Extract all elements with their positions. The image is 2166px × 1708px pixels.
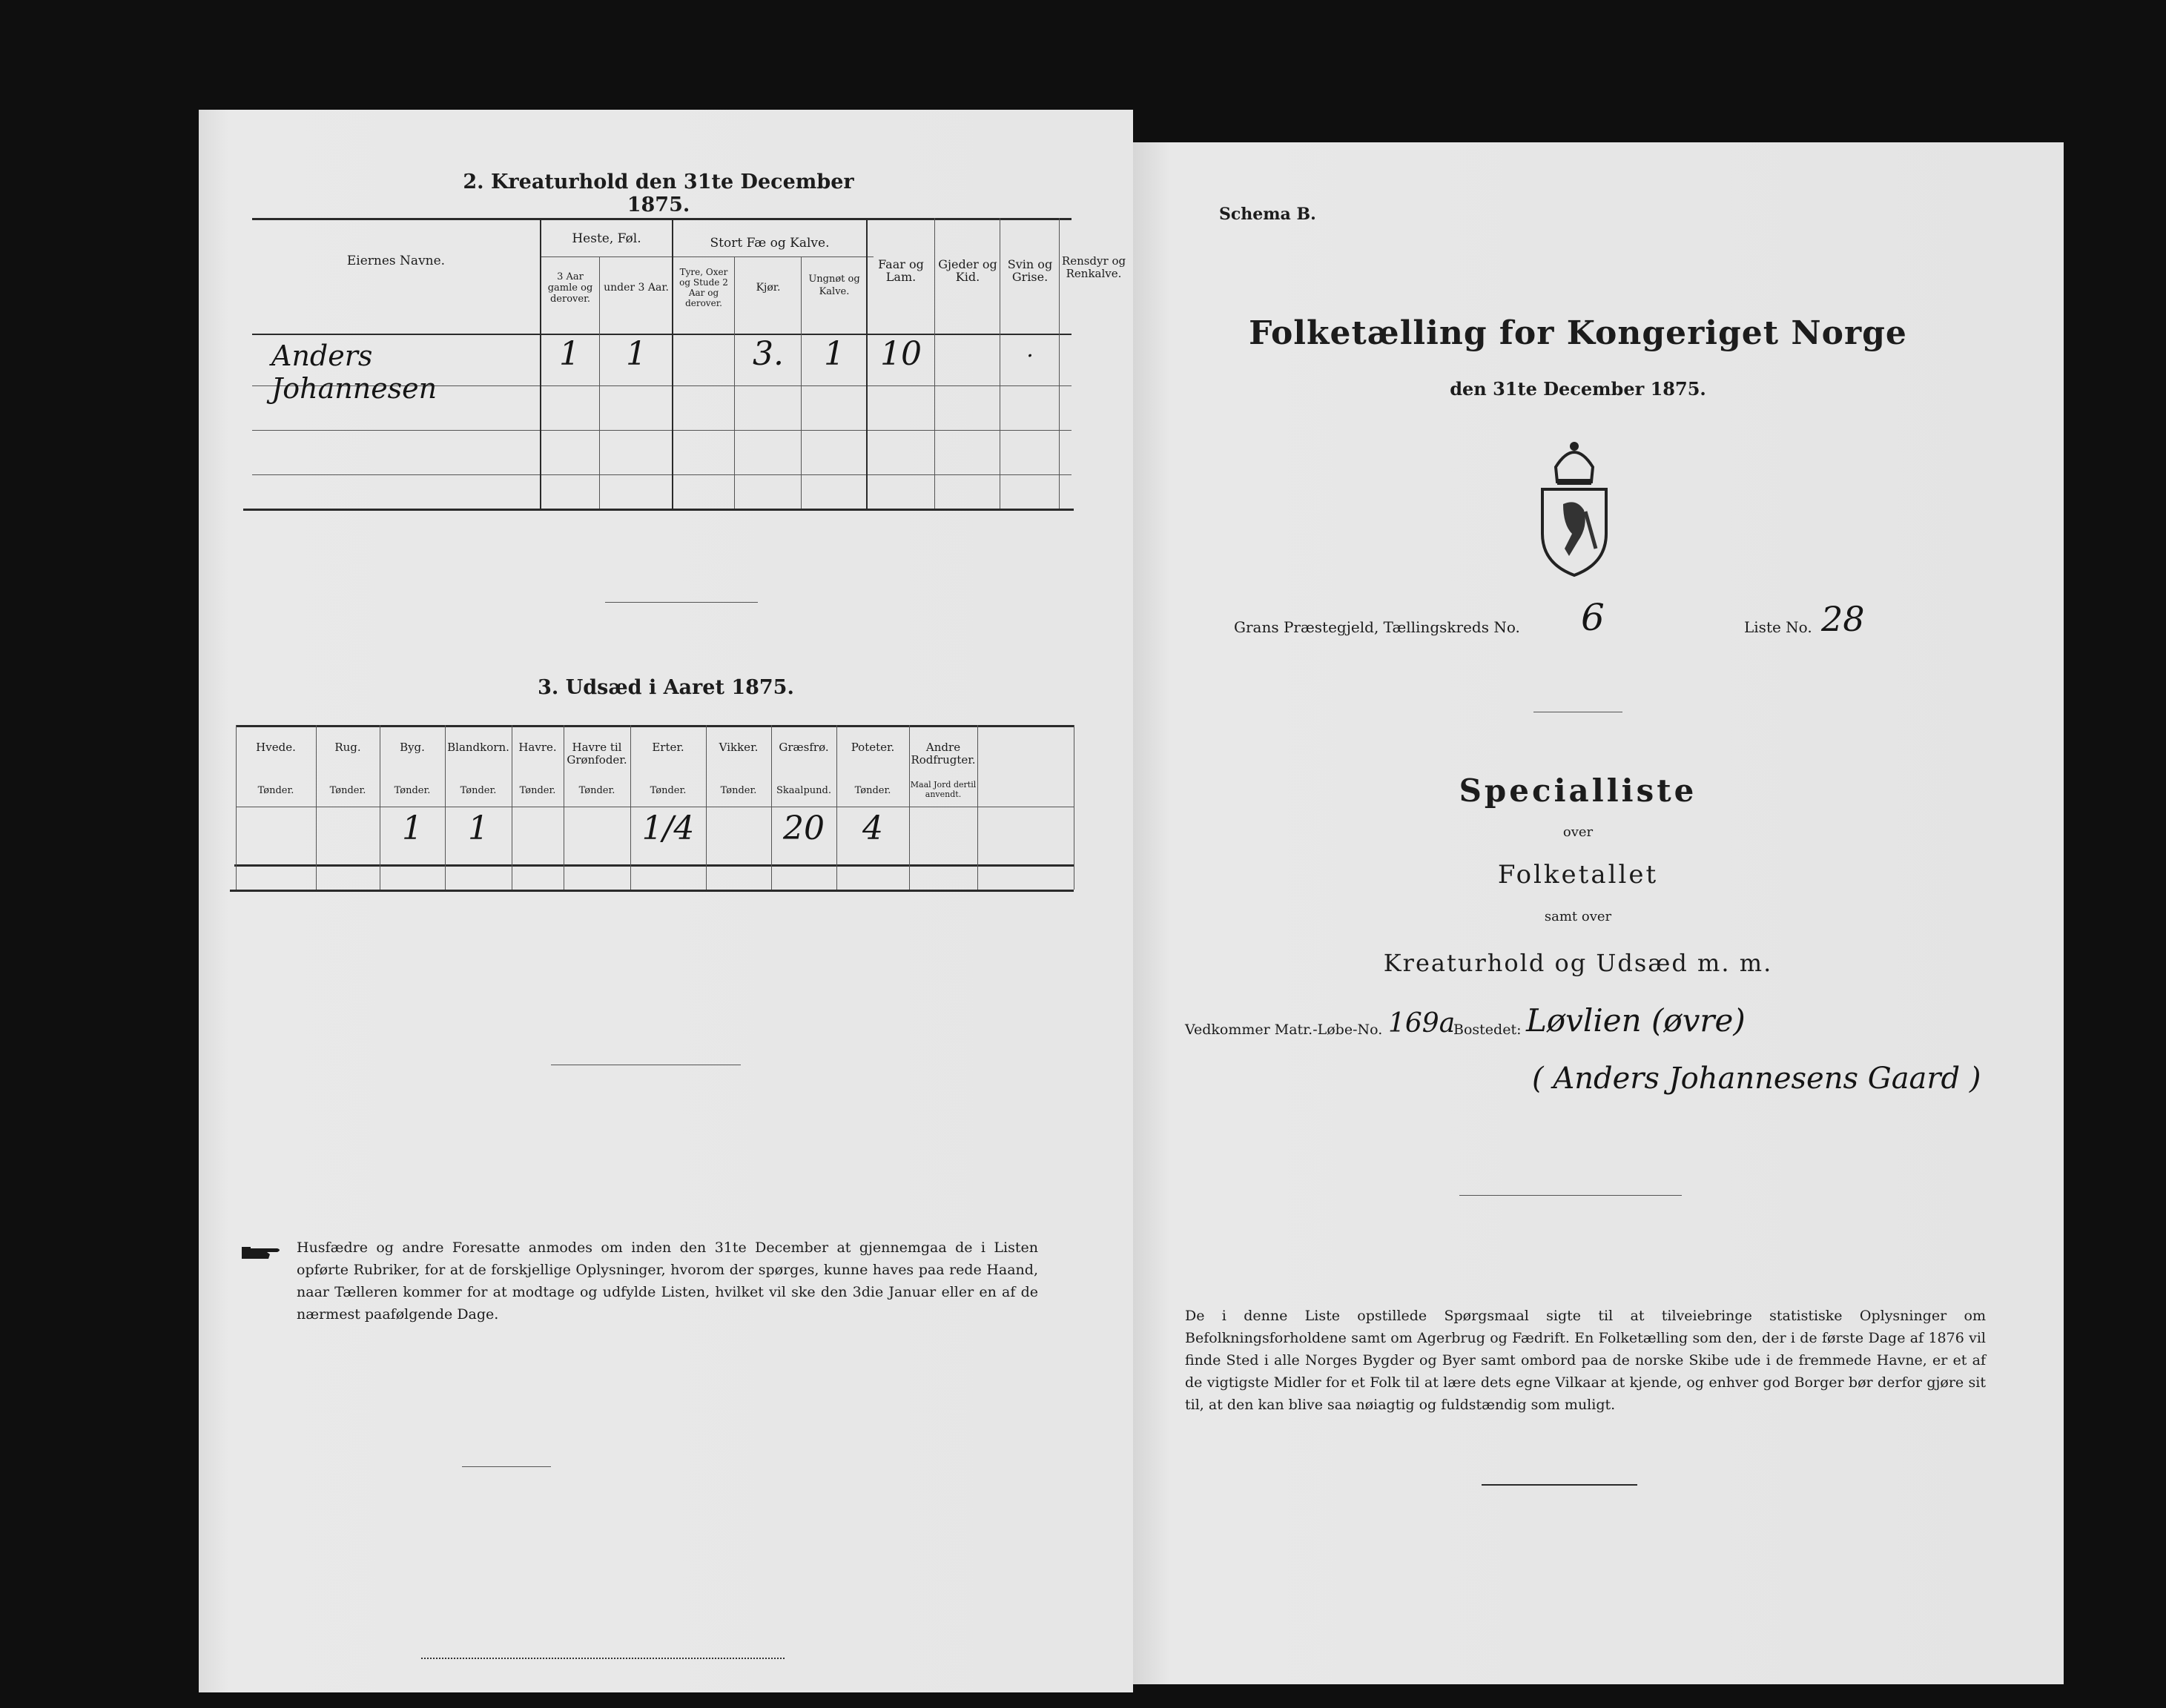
separator-rule	[462, 1466, 551, 1467]
sowing-header: Andre Rodfrugter.	[911, 741, 976, 767]
sowing-unit: Maal Jord dertil anvendt.	[910, 780, 977, 799]
sheep-header: Faar og Lam.	[878, 257, 924, 284]
pigs-value: .	[1026, 337, 1034, 363]
sowing-section-title: 3. Udsæd i Aaret 1875.	[538, 676, 794, 699]
sowing-header: Blandkorn.	[447, 741, 509, 754]
livestock-col-divider	[599, 256, 600, 509]
sowing-unit: Skaalpund.	[776, 785, 831, 796]
information-paragraph: De i denne Liste opstillede Spørgsmaal sigte til at tilveiebringe statistiske Oplysninger om Befolkningsforholdene samt om Agerbrug og Fædrift. En Folketælling som den, der i de første Dage af 1876 vil finde Sted i alle Norges Bygder og Byer samt ombord paa de norske Skibe ude i de fremmede Havne, er et af de vigtigste Midler for et Folk til at lære dets egne Vilkaar at kjende, og enhver god Borger bør derfor gjøre sit til, at den kan blive saa nøiagtig og fuldstændig som muligt.	[1185, 1308, 1986, 1413]
parish-label: Grans Præstegjeld, Tællingskreds No.	[1234, 618, 1520, 636]
sowing-unit: Tønder.	[394, 785, 431, 796]
census-date: den 31te December 1875.	[1450, 378, 1706, 400]
owner-name: Anders Johannesen	[271, 340, 438, 405]
livestock-table-bottom-rule	[243, 509, 1074, 511]
pigs-header: Svin og Grise.	[1007, 257, 1053, 284]
goats-header: Gjeder og Kid.	[938, 257, 997, 284]
sowing-unit: Tønder.	[460, 785, 497, 796]
pointing-hand-icon	[240, 1242, 285, 1262]
schema-label: Schema B.	[1219, 205, 1316, 224]
owner-names-header: Eiernes Navne.	[346, 254, 446, 268]
livestock-row-rule	[252, 474, 1072, 475]
sowing-header: Hvede.	[256, 741, 296, 754]
sowing-unit: Tønder.	[257, 785, 294, 796]
sowing-unit: Tønder.	[519, 785, 556, 796]
notice-text: Husfædre og andre Foresatte anmodes om inden den 31te December at gjennemgaa de i Listen opførte Rubriker, for at de forskjellige Oplysninger, hvorom der spørges, kunne haves paa rede Haand, naar Tælleren kommer for at modtage og udfylde Listen, hvilket vil ske den 3die Januar eller en af de nærmest paafølgende Dage.	[297, 1239, 1038, 1323]
sowing-value: 1/4	[641, 810, 695, 847]
bosted-label: Bostedet:	[1453, 1022, 1522, 1038]
cattle-bulls-subheader: Tyre, Oxer og Stude 2 Aar og derover.	[679, 267, 728, 308]
separator-rule	[1482, 1484, 1637, 1486]
separator-rule	[1459, 1195, 1682, 1196]
sowing-header: Erter.	[652, 741, 684, 754]
horses-header: Heste, Føl.	[572, 231, 641, 246]
farm-name: ( Anders Johannesens Gaard )	[1532, 1062, 1981, 1096]
cattle-cows-subheader: Kjør.	[756, 282, 781, 294]
cattle-header: Stort Fæ og Kalve.	[710, 236, 830, 251]
right-page	[1133, 142, 2064, 1684]
folketallet-heading: Folketallet	[1497, 860, 1659, 890]
livestock-subheader-rule	[540, 256, 874, 257]
over-text-1: over	[1562, 824, 1594, 840]
livestock-col-divider	[934, 218, 935, 509]
sowing-unit: Tønder.	[650, 785, 687, 796]
sowing-table-top-rule	[236, 725, 1074, 727]
sowing-table-mid-rule	[234, 864, 1074, 867]
reindeer-header: Rensdyr og Renkalve.	[1061, 254, 1126, 280]
cows-value: 3.	[753, 335, 784, 373]
sowing-value: 1	[468, 810, 489, 847]
sowing-header: Byg.	[400, 741, 425, 754]
samt-over-text: samt over	[1544, 909, 1612, 924]
census-title: Folketælling for Kongeriget Norge	[1249, 314, 1907, 352]
horses-old-subheader: 3 Aar gamle og derover.	[547, 271, 593, 305]
specialliste-heading: Specialliste	[1459, 772, 1697, 809]
list-label: Liste No.	[1744, 618, 1812, 636]
calves-value: 1	[824, 335, 845, 373]
livestock-table-top-rule	[252, 218, 1072, 220]
left-page	[199, 110, 1133, 1692]
horses-young-subheader: under 3 Aar.	[604, 282, 669, 294]
sowing-value: 4	[862, 810, 883, 847]
livestock-sowing-heading: Kreaturhold og Udsæd m. m.	[1383, 949, 1773, 977]
livestock-section-title: 2. Kreaturhold den 31te December 1875.	[463, 171, 854, 216]
sowing-unit: Tønder.	[329, 785, 366, 796]
sowing-col-divider	[977, 725, 978, 890]
sowing-header: Havre til Grønfoder.	[567, 741, 627, 767]
livestock-row-rule	[252, 430, 1072, 431]
livestock-col-divider	[672, 218, 673, 509]
livestock-col-divider	[1059, 218, 1060, 509]
livestock-col-divider	[801, 256, 802, 509]
sowing-table-bottom-rule	[230, 890, 1074, 892]
sowing-unit: Tønder.	[578, 785, 615, 796]
sowing-value: 20	[783, 810, 825, 847]
horses-old-value: 1	[559, 335, 580, 373]
horses-young-value: 1	[626, 335, 647, 373]
list-number: 28	[1821, 599, 1865, 639]
sowing-unit: Tønder.	[854, 785, 891, 796]
matr-label: Vedkommer Matr.-Løbe-No.	[1185, 1022, 1383, 1038]
district-number: 6	[1581, 596, 1605, 639]
matr-number: 169a	[1388, 1008, 1456, 1039]
coat-of-arms-icon	[1533, 437, 1615, 578]
sowing-header: Græsfrø.	[779, 741, 829, 754]
sheep-value: 10	[880, 335, 922, 373]
livestock-col-divider	[734, 256, 735, 509]
bosted-value: Løvlien (øvre)	[1526, 1002, 1746, 1039]
bottom-edge-mark	[421, 1658, 785, 1659]
sowing-header: Rug.	[334, 741, 361, 754]
sowing-header: Poteter.	[851, 741, 895, 754]
cattle-calves-subheader: Ungnøt og Kalve.	[808, 274, 860, 297]
sowing-value: 1	[402, 810, 423, 847]
sowing-header: Havre.	[518, 741, 557, 754]
separator-rule	[605, 602, 758, 603]
sowing-header: Vikker.	[719, 741, 759, 754]
sowing-unit: Tønder.	[720, 785, 757, 796]
